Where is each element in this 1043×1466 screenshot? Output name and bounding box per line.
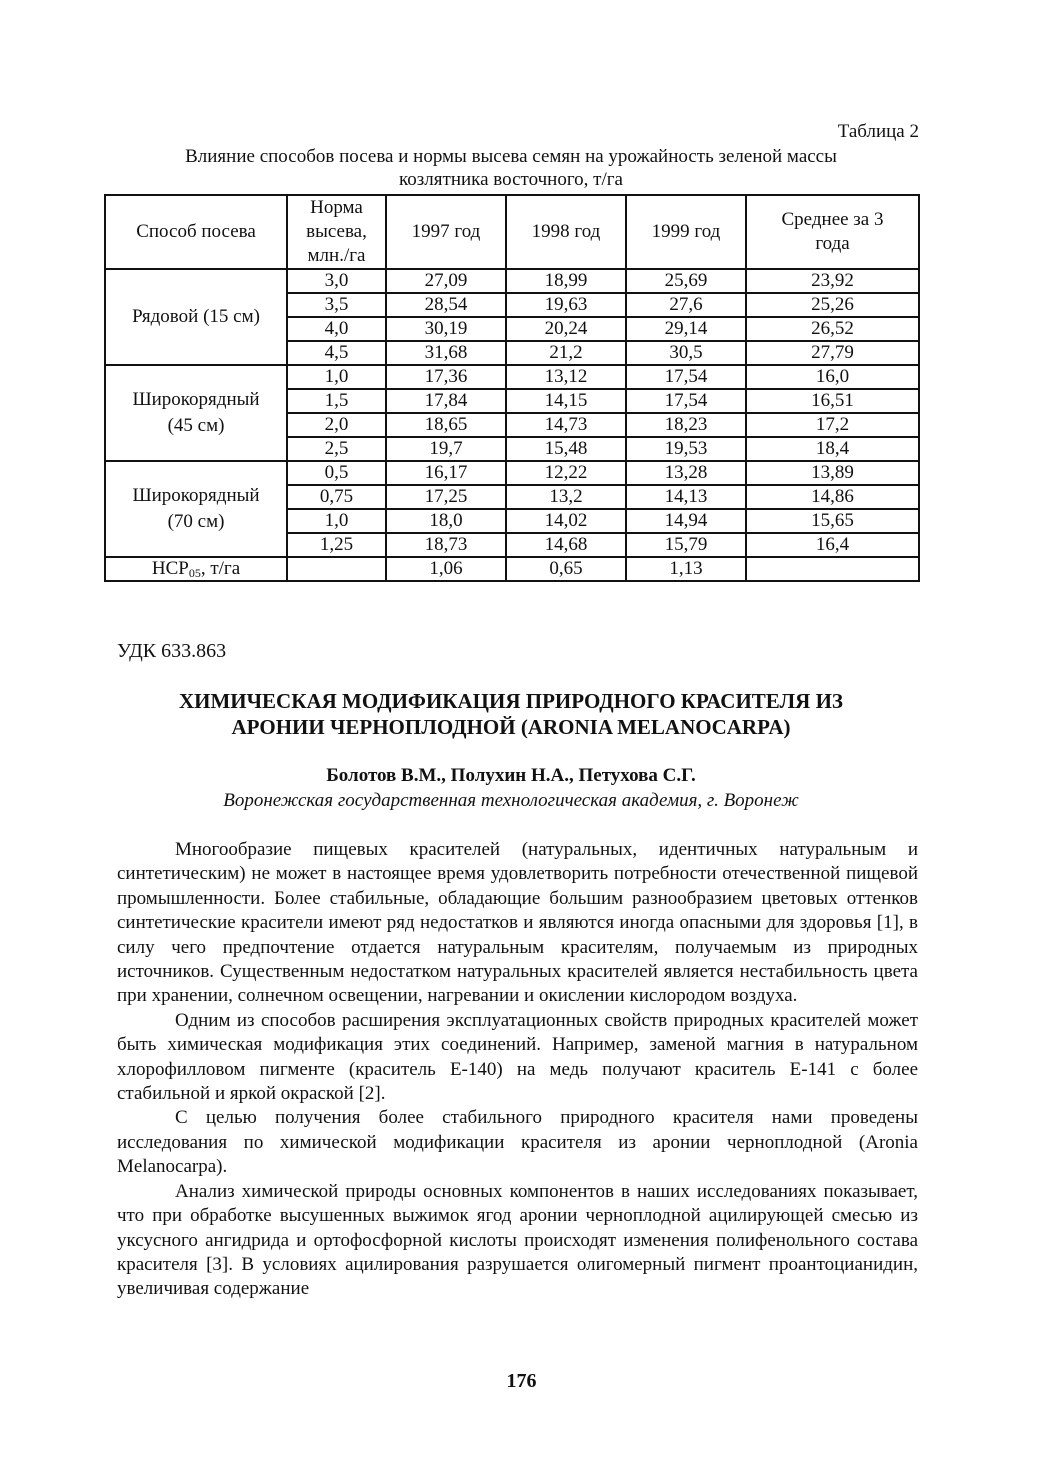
udk-code: УДК 633.863	[117, 640, 227, 662]
sowing-method-width: (45 см)	[167, 415, 225, 436]
cell-y1998: 14,15	[506, 389, 626, 413]
cell-rate: 3,5	[287, 293, 386, 317]
cell-y1998: 12,22	[506, 461, 626, 485]
cell-y1997: 28,54	[386, 293, 506, 317]
sowing-method-cell	[105, 365, 287, 461]
cell-y1999: 30,5	[626, 341, 746, 365]
cell-rate: 4,0	[287, 317, 386, 341]
table-body	[105, 269, 919, 557]
sowing-method-cell	[105, 461, 287, 557]
cell-y1997: 19,7	[386, 437, 506, 461]
cell-avg: 27,79	[746, 341, 919, 365]
table-row	[105, 365, 919, 389]
header-1998: 1998 год	[506, 195, 626, 269]
table-caption-line1: Влияние способов посева и нормы высева семян на урожайность зеленой массы	[185, 146, 837, 167]
nsr-average-empty	[746, 557, 919, 581]
cell-rate: 3,0	[287, 269, 386, 293]
cell-rate: 1,0	[287, 509, 386, 533]
nsr-rate-empty	[287, 557, 386, 581]
cell-rate: 1,5	[287, 389, 386, 413]
table-caption	[104, 145, 918, 191]
cell-y1999: 17,54	[626, 389, 746, 413]
cell-y1997: 27,09	[386, 269, 506, 293]
cell-y1999: 14,94	[626, 509, 746, 533]
cell-avg: 26,52	[746, 317, 919, 341]
header-average: Среднее за 3 года	[746, 195, 919, 269]
title-line2: АРОНИИ ЧЕРНОПЛОДНОЙ (ARONIA MELANOCARPA)	[231, 715, 791, 739]
cell-rate: 4,5	[287, 341, 386, 365]
cell-y1999: 25,69	[626, 269, 746, 293]
article-body	[117, 838, 918, 1302]
cell-avg: 14,86	[746, 485, 919, 509]
cell-y1997: 17,84	[386, 389, 506, 413]
cell-y1998: 18,99	[506, 269, 626, 293]
cell-avg: 15,65	[746, 509, 919, 533]
cell-y1997: 18,73	[386, 533, 506, 557]
cell-y1998: 14,02	[506, 509, 626, 533]
cell-y1998: 13,12	[506, 365, 626, 389]
table-row	[105, 461, 919, 485]
cell-avg: 25,26	[746, 293, 919, 317]
cell-y1998: 19,63	[506, 293, 626, 317]
cell-y1998: 21,2	[506, 341, 626, 365]
cell-rate: 2,5	[287, 437, 386, 461]
cell-avg: 17,2	[746, 413, 919, 437]
nsr-label: $НСР_{05}$, т/га	[105, 557, 287, 581]
cell-y1999: 27,6	[626, 293, 746, 317]
cell-y1998: 13,2	[506, 485, 626, 509]
cell-y1997: 18,0	[386, 509, 506, 533]
cell-y1999: 13,28	[626, 461, 746, 485]
cell-rate: 1,0	[287, 365, 386, 389]
cell-rate: 0,5	[287, 461, 386, 485]
cell-y1998: 14,73	[506, 413, 626, 437]
page-number: 176	[506, 1370, 537, 1392]
sowing-method-label: Рядовой (15 см)	[132, 306, 260, 327]
cell-y1997: 31,68	[386, 341, 506, 365]
header-1997: 1997 год	[386, 195, 506, 269]
cell-y1998: 15,48	[506, 437, 626, 461]
affiliation: Воронежская государственная технологическая академия, г. Воронеж	[223, 790, 799, 811]
paragraph: Многообразие пищевых красителей (натуральных, идентичных натуральным и синтетическим) не может в настоящее время удовлетворить потребности отечественной пищевой промышленности. Более стабильные, обладающие большим разнообразием цветовых оттенков синтетические красители имеют ряд недостатков и являются иногда опасными для здоровья [1], в силу чего предпочтение отдается натуральным красителям, получаемым из природных источников. Существенным недостатком натуральных красителей является нестабильность цвета при хранении, солнечном освещении, нагревании и окислении кислородом воздуха.	[117, 839, 918, 1007]
cell-y1999: 15,79	[626, 533, 746, 557]
article-title	[104, 688, 918, 740]
table-header-row	[105, 195, 919, 269]
cell-y1997: 30,19	[386, 317, 506, 341]
cell-y1999: 18,23	[626, 413, 746, 437]
cell-y1997: 17,36	[386, 365, 506, 389]
cell-avg: 13,89	[746, 461, 919, 485]
sowing-method-cell	[105, 269, 287, 365]
table-row	[105, 269, 919, 293]
title-line1: ХИМИЧЕСКАЯ МОДИФИКАЦИЯ ПРИРОДНОГО КРАСИТЕЛЯ ИЗ	[178, 689, 844, 713]
table-caption-line2: козлятника восточного, т/га	[399, 169, 623, 190]
header-1999: 1999 год	[626, 195, 746, 269]
cell-avg: 18,4	[746, 437, 919, 461]
cell-rate: 0,75	[287, 485, 386, 509]
cell-y1997: 16,17	[386, 461, 506, 485]
nsr-row	[105, 557, 919, 581]
yield-table	[104, 194, 920, 582]
cell-y1997: 18,65	[386, 413, 506, 437]
cell-y1999: 19,53	[626, 437, 746, 461]
nsr-1999: 1,13	[626, 557, 746, 581]
table-label: Таблица 2	[837, 121, 919, 142]
cell-y1997: 17,25	[386, 485, 506, 509]
sowing-method-width: (70 см)	[167, 511, 225, 532]
paragraph: С целью получения более стабильного природного красителя нами проведены исследования по химической модификации красителя из аронии черноплодной (Aronia Melanocarpa).	[117, 1107, 918, 1178]
cell-y1998: 14,68	[506, 533, 626, 557]
cell-rate: 1,25	[287, 533, 386, 557]
cell-rate: 2,0	[287, 413, 386, 437]
cell-y1998: 20,24	[506, 317, 626, 341]
cell-avg: 16,51	[746, 389, 919, 413]
cell-y1999: 14,13	[626, 485, 746, 509]
nsr-1998: 0,65	[506, 557, 626, 581]
header-method: Способ посева	[105, 195, 287, 269]
cell-avg: 23,92	[746, 269, 919, 293]
paragraph: Анализ химической природы основных компонентов в наших исследованиях показывает, что при обработке высушенных выжимок ягод аронии черноплодной ацилирующей смесью из уксусного ангидрида и ортофосфорной кислоты происходят изменения полифенольного состава красителя [3]. В условиях ацилирования разрушается олигомерный пигмент проантоцианидин, увеличивая содержание	[117, 1180, 918, 1300]
cell-y1999: 17,54	[626, 365, 746, 389]
sowing-method-label: Широкорядный	[132, 389, 260, 410]
cell-avg: 16,4	[746, 533, 919, 557]
cell-avg: 16,0	[746, 365, 919, 389]
sowing-method-label: Широкорядный	[132, 485, 260, 506]
paragraph: Одним из способов расширения эксплуатационных свойств природных красителей может быть химическая модификация этих соединений. Например, заменой магния в натуральном хлорофилловом пигменте (краситель Е-140) на медь получают краситель Е-141 с более стабильной и яркой окраской [2].	[117, 1009, 918, 1105]
cell-y1999: 29,14	[626, 317, 746, 341]
header-seeding-rate: Норма высева, млн./га	[287, 195, 386, 269]
nsr-1997: 1,06	[386, 557, 506, 581]
authors: Болотов В.М., Полухин Н.А., Петухова С.Г.	[326, 765, 696, 786]
